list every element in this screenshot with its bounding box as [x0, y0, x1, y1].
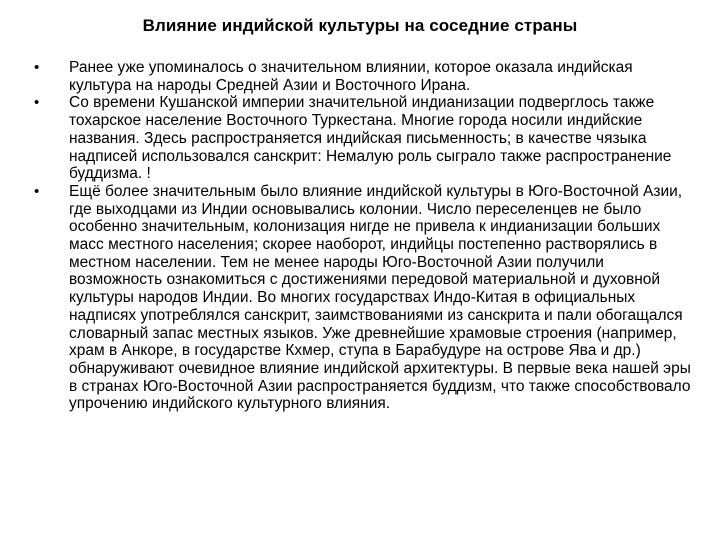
bullet-icon: • — [34, 94, 40, 112]
bullet-text: Со времени Кушанской империи значительной индианизации подверглось также тохарское население Восточного Туркестана. Многие города носили индийские названия. Здесь распространяется индийская письменность; в качестве чязыка надписей использовался санскрит: Немалую роль сыграло также распространение буддизма. ! — [69, 94, 672, 183]
bullet-icon: • — [34, 182, 40, 200]
bullet-text: Ещё более значительным было влияние индийской культуры в Юго-Восточной Азии, где выходцами из Индии основывались колонии. Число переселенцев не было особенно значительным, колонизация нигде не привела к индианизации больших масс местного населения; скорее наоборот, индийцы постепенно растворялись в местном населении. Тем не менее народы Юго-Восточной Азии получили возможность ознакомиться с достижениями передовой материальной и духовной культуры народов Индии. Во многих государствах Индо-Китая в официальных надписях употреблялся санскрит, заимствованиями из санскрита и пали обогащался словарный запас местных языков. Уже древнейшие храмовые строения (например, храм в Анкоре, в государстве Кхмер, ступа в Барабудуре на острове Ява и др.) обнаруживают очевидное влияние индийской архитектуры. В первые века нашей эры в странах Юго-Восточной Азии распространяется буддизм, что также способствовало упрочению индийского культурного влияния. — [69, 182, 691, 413]
bullet-item — [34, 94, 694, 183]
bullet-item — [34, 59, 694, 94]
bullet-list — [34, 59, 694, 413]
bullet-text: Ранее уже упоминалось о значительном влиянии, которое оказала индийская культура на народы Средней Азии и Восточного Ирана. — [69, 59, 633, 94]
bullet-icon: • — [34, 59, 40, 76]
slide-title: Влияние индийской культуры на соседние страны — [142, 16, 578, 35]
bullet-item — [34, 183, 694, 413]
